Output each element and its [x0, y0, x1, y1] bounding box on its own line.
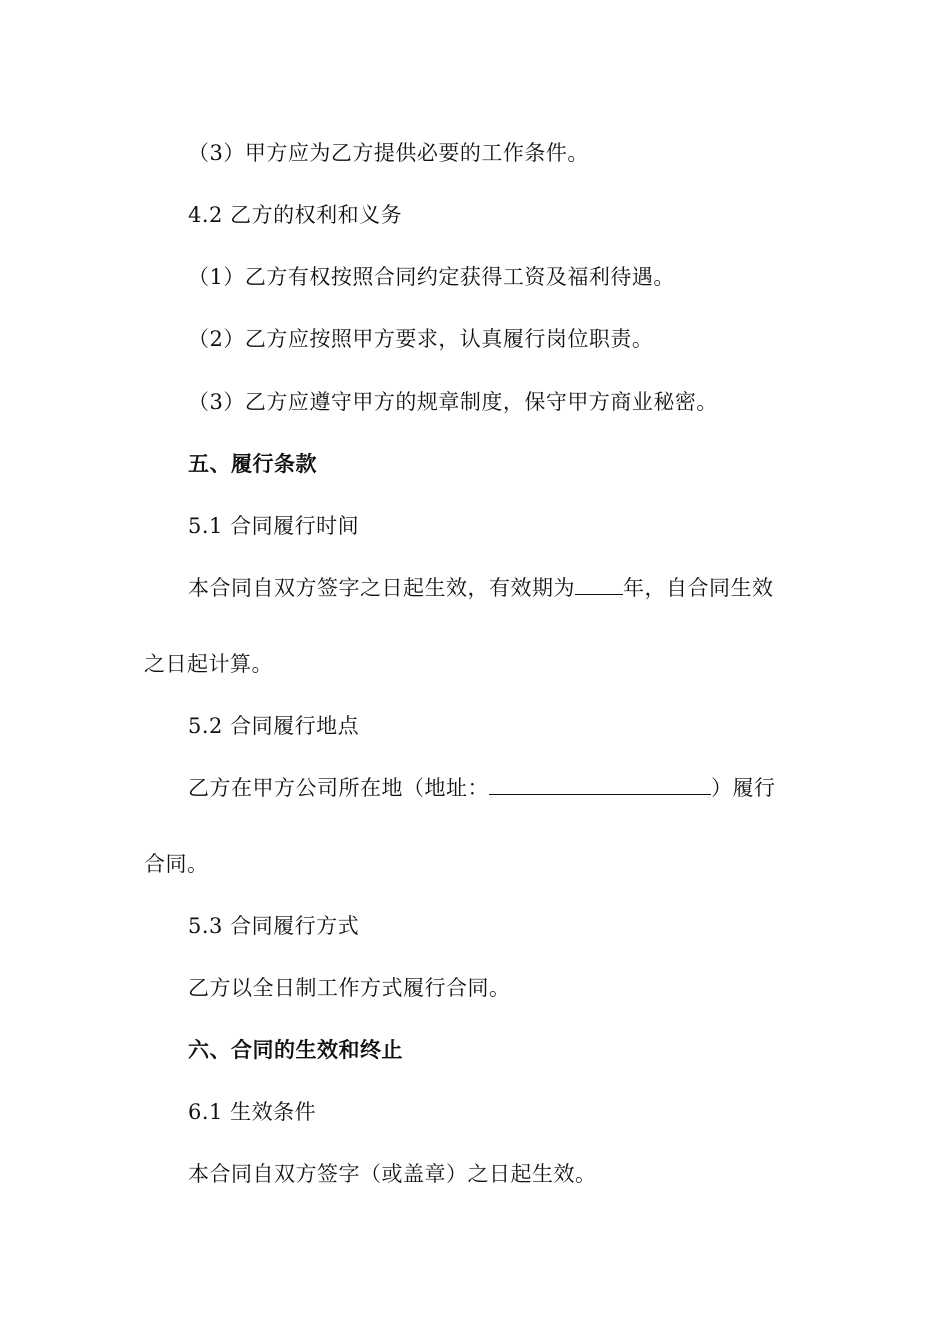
paragraph-location-text-b: ）履行	[711, 776, 776, 800]
paragraph-location-line-2: 合同。	[144, 852, 209, 876]
paragraph-party-b-duty-2: （2）乙方应按照甲方要求，认真履行岗位职责。	[188, 327, 654, 351]
paragraph-party-a-obligation-3: （3）甲方应为乙方提供必要的工作条件。	[188, 141, 589, 165]
paragraph-validity-text-b: 年，自合同生效	[623, 576, 774, 600]
validity-years-blank[interactable]	[575, 574, 623, 595]
chapter-5-heading: 五、履行条款	[188, 451, 317, 476]
paragraph-effective-condition: 本合同自双方签字（或盖章）之日起生效。	[188, 1162, 597, 1186]
paragraph-location-line-1	[188, 774, 776, 802]
section-6-1-title: 6.1 生效条件	[188, 1100, 317, 1124]
paragraph-location-text-a: 乙方在甲方公司所在地（地址：	[188, 776, 489, 800]
section-4-2-title: 4.2 乙方的权利和义务	[188, 203, 403, 227]
address-blank[interactable]	[489, 774, 711, 795]
paragraph-work-mode: 乙方以全日制工作方式履行合同。	[188, 976, 511, 1000]
section-5-2-title: 5.2 合同履行地点	[188, 714, 360, 738]
chapter-6-heading: 六、合同的生效和终止	[188, 1037, 403, 1062]
section-5-3-title: 5.3 合同履行方式	[188, 914, 360, 938]
paragraph-party-b-duty-3: （3）乙方应遵守甲方的规章制度，保守甲方商业秘密。	[188, 390, 718, 414]
paragraph-validity-line-1	[188, 574, 774, 602]
paragraph-validity-line-2: 之日起计算。	[144, 652, 273, 676]
paragraph-validity-text-a: 本合同自双方签字之日起生效，有效期为	[188, 576, 575, 600]
paragraph-party-b-right-1: （1）乙方有权按照合同约定获得工资及福利待遇。	[188, 265, 675, 289]
section-5-1-title: 5.1 合同履行时间	[188, 514, 360, 538]
